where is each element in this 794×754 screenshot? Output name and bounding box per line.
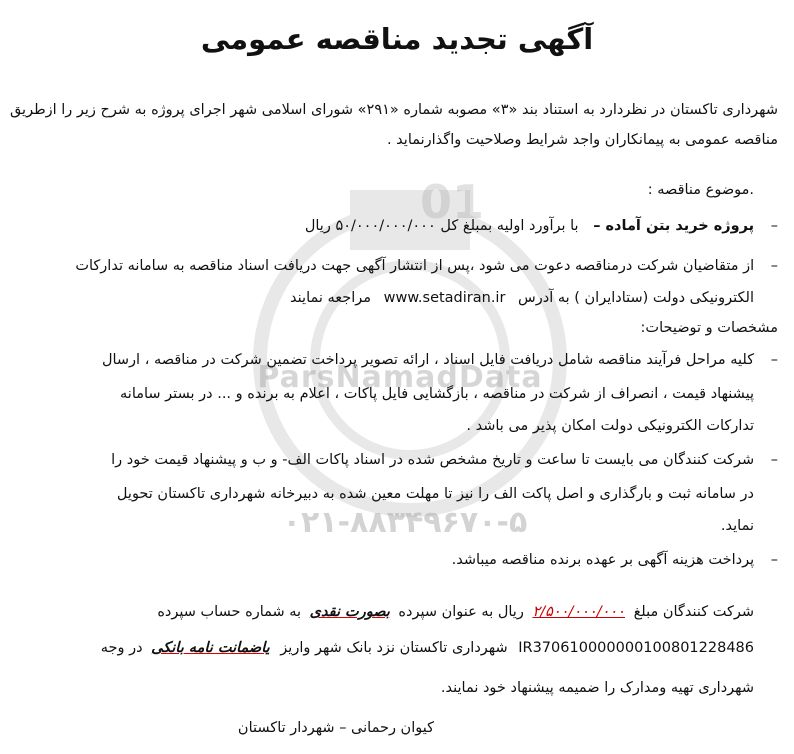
- project-estimate: با برآورد اولیه بمبلغ کل ۵۰/۰۰۰/۰۰۰/۰۰۰ ریال: [304, 218, 579, 234]
- watermark-digits: 01: [420, 175, 485, 229]
- deposit-text-4: شهرداری تاکستان نزد بانک شهر واریز: [280, 640, 508, 656]
- item-3-line-1: [16, 548, 778, 572]
- invite-line-1: [16, 254, 778, 278]
- item-text: پرداخت هزینه آگهی بر عهده برنده مناقصه میباشد.: [451, 552, 755, 568]
- invite-text: از متقاضیان شرکت درمناقصه دعوت می شود ،پس از انتشار آگهی جهت دریافت اسناد مناقصه به سامانه تدارکات: [75, 258, 755, 274]
- project-line: [16, 214, 778, 238]
- bullet-dash: –: [770, 452, 778, 468]
- item-2-line-1: [16, 448, 778, 472]
- subject-heading: .موضوع مناقصه :: [647, 182, 754, 198]
- deposit-line-1: [16, 600, 754, 624]
- deposit-amount: ۲/۵۰۰/۰۰۰/۰۰۰: [532, 604, 625, 620]
- watermark-brand: ParsNamadData: [257, 360, 543, 395]
- deposit-line-3: شهرداری تهیه ومدارک را ضمیمه پیشنهاد خود نمایند.: [440, 680, 754, 696]
- iban: IR370610000000100801228486: [518, 640, 754, 656]
- watermark-phone: ۰۲۱-۸۸۳۴۹۶۷۰-۵: [282, 505, 528, 540]
- invite-text-3: مراجعه نمایند: [290, 290, 372, 306]
- item-2-line-3: نماید.: [720, 518, 754, 534]
- deposit-text-2: ریال به عنوان سپرده: [398, 604, 524, 620]
- bullet-dash: –: [770, 552, 778, 568]
- intro-line-1: شهرداری تاکستان در نظردارد به استناد بند «۳» مصوبه شماره «۲۹۱» شورای اسلامی شهر اجرای پروژه به شرح زیر را ازطریق: [9, 102, 778, 118]
- guarantee-note: یاضمانت نامه بانکی: [151, 640, 270, 656]
- invite-text-2: الکترونیکی دولت (ستادایران ) به آدرس: [518, 290, 754, 306]
- item-text: شرکت کنندگان می بایست تا ساعت و تاریخ مشخص شده در اسناد پاکات الف- و ب و پیشنهاد قیمت خود را: [111, 452, 755, 468]
- cash-note: بصورت نقدی: [309, 604, 390, 620]
- specs-heading: مشخصات و توضیحات:: [640, 320, 778, 336]
- invite-line-2: [16, 286, 754, 310]
- deposit-text-3: به شماره حساب سپرده: [157, 604, 302, 620]
- deposit-text-5: در وجه: [100, 640, 143, 656]
- signature: کیوان رحمانی – شهردار تاکستان: [237, 720, 434, 736]
- project-name: پروژه خرید بتن آماده –: [593, 218, 755, 234]
- deposit-text: شرکت کنندگان مبلغ: [633, 604, 754, 620]
- deposit-line-2: [16, 636, 754, 660]
- setadiran-link[interactable]: www.setadiran.ir: [383, 290, 506, 306]
- item-1-line-2: پیشنهاد قیمت ، انصراف از شرکت در مناقصه ، بازگشایی فایل پاکات ، اعلام به برنده و ... در بستر سامانه: [120, 386, 754, 402]
- bullet-dash: –: [770, 258, 778, 274]
- item-1-line-1: [16, 348, 778, 372]
- bullet-dash: –: [770, 218, 778, 234]
- item-1-line-3: تدارکات الکترونیکی دولت امکان پذیر می باشد .: [466, 418, 754, 434]
- item-text: کلیه مراحل فرآیند مناقصه شامل دریافت فایل اسناد ، ارائه تصویر پرداخت تضمین شرکت در مناقصه ، ارسال: [101, 352, 755, 368]
- item-2-line-2: در سامانه ثبت و بارگذاری و اصل پاکت الف را نیز تا مهلت معین شده به دبیرخانه شهرداری تاکستان تحویل: [116, 486, 754, 502]
- bullet-dash: –: [770, 352, 778, 368]
- page-title: آگهی تجدید مناقصه عمومی: [200, 22, 594, 56]
- intro-line-2: مناقصه عمومی به پیمانکاران واجد شرایط وصلاحیت واگذارنماید .: [386, 132, 778, 148]
